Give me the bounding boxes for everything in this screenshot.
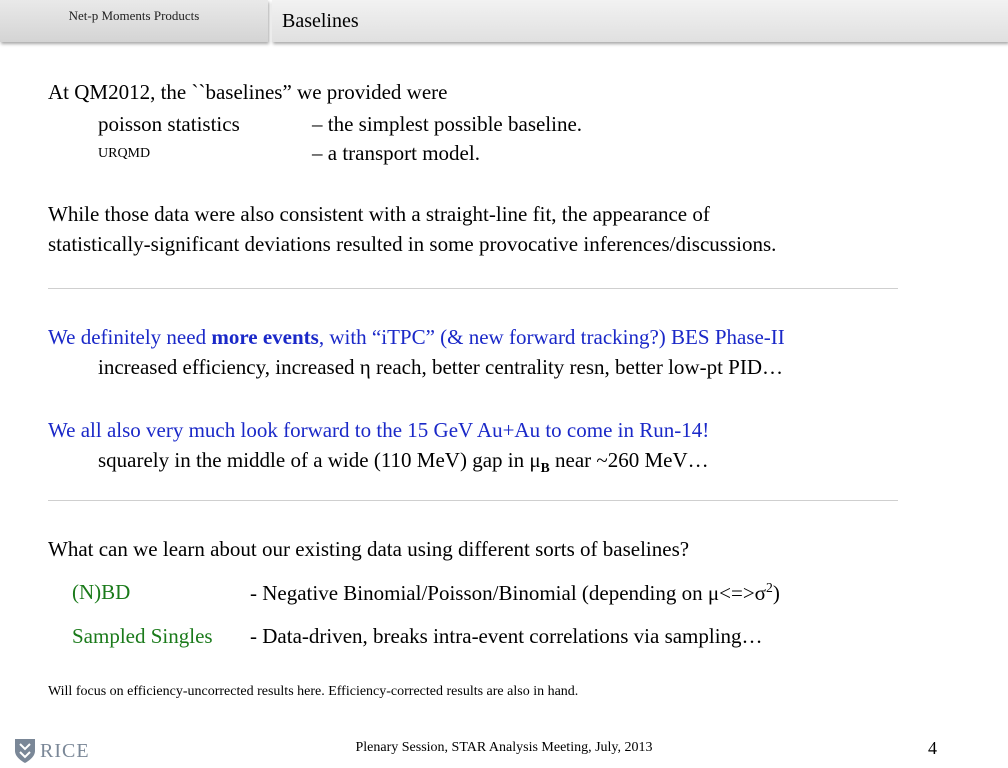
poisson-desc: – the simplest possible baseline. [312,112,583,136]
forward-sub-pre: squarely in the middle of a wide (110 MeV) gap in [98,448,530,472]
forward-sub [98,448,709,476]
need-bold: more events [211,325,319,349]
slide-title: Baselines [282,10,359,32]
need-pre: We definitely need [48,325,212,349]
mu-symbol: μ [529,448,541,472]
sampled-singles-desc: - Data-driven, breaks intra-event correlations via sampling… [250,624,763,648]
mu-subscript: B [540,460,550,476]
eta-symbol: η [359,355,371,379]
nbd-desc-sup: 2 [765,580,773,595]
need-events-sub [98,355,783,380]
urqmd-label: URQMD [98,146,151,161]
divider-1 [48,288,898,289]
slide-title-bar [272,0,1008,42]
intro-line: At QM2012, the ``baselines” we provided were [48,80,448,104]
logo-text: RICE [40,739,90,762]
paragraph-2-line-1: While those data were also consistent with a straight-line fit, the appearance of [48,202,710,226]
need-post: , with “iTPC” (& new forward tracking?) BES Phase-II [318,325,785,349]
header-left-label: Net-p Moments Products [68,8,200,23]
page-number: 4 [928,738,937,758]
divider-2 [48,500,898,501]
nbd-label: (N)BD [72,580,131,604]
paragraph-2-line-2: statistically-significant deviations resulted in some provocative inferences/discussions. [48,232,777,256]
need-events-line [48,325,785,350]
sampled-singles-label: Sampled Singles [72,624,213,648]
urqmd-desc: – a transport model. [312,141,480,165]
nbd-desc-post: ) [772,581,780,605]
nbd-desc-pre: - Negative Binomial/Poisson/Binomial (depending on μ<=>σ [250,581,766,605]
forward-sub-post: near ~260 MeV… [549,448,709,472]
note-line: Will focus on efficiency-uncorrected results here. Efficiency-corrected results are also in hand. [48,684,579,699]
nbd-desc [250,580,780,606]
poisson-label: poisson statistics [98,112,240,136]
footer-text: Plenary Session, STAR Analysis Meeting, July, 2013 [355,740,653,755]
header-left-tab [0,0,268,42]
question-line: What can we learn about our existing data using different sorts of baselines? [48,537,690,561]
forward-line: We all also very much look forward to the 15 GeV Au+Au to come in Run-14! [48,418,710,442]
need-sub-post: reach, better centrality resn, better low-pt PID… [370,355,784,379]
need-sub-pre: increased efficiency, increased [98,355,360,379]
